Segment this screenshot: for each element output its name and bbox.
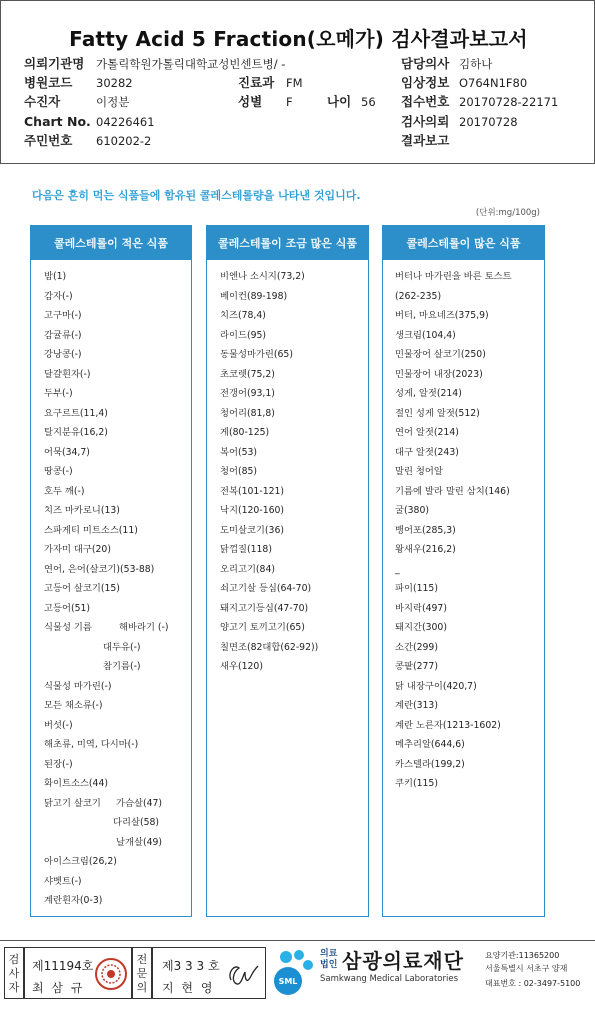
food-item: 칠면조(82대합(62-92)) <box>220 641 319 653</box>
inspector-license: 제11194호 <box>32 959 94 973</box>
food-item: 굴(380) <box>395 505 429 516</box>
food-item: 소간(299) <box>395 641 438 653</box>
food-item: 새우(120) <box>220 661 263 672</box>
food-sub-item: 날개살(49) <box>116 836 163 848</box>
food-item: 성게, 알젓(214) <box>395 388 462 399</box>
column-high-cholesterol <box>382 225 545 917</box>
report-header <box>0 0 595 164</box>
sex-label: 성별 <box>238 94 263 109</box>
unit-label: (단위:mg/100g) <box>475 208 540 218</box>
code-label: 병원코드 <box>24 75 73 90</box>
food-item: 메추리알(644,6) <box>395 739 465 750</box>
food-item <box>31 638 191 658</box>
food-item <box>31 657 191 677</box>
food-item: 닭 내장구이(420,7) <box>395 680 477 692</box>
specialist-license: 제3 3 3 호 <box>162 959 220 973</box>
patient-label: 수진자 <box>24 94 61 109</box>
food-item: 고등어(51) <box>44 602 91 614</box>
dept-label: 진료과 <box>238 75 275 90</box>
chart-value: 04226461 <box>96 115 155 129</box>
food-list <box>207 260 368 677</box>
food-item: 감자(-) <box>44 290 73 302</box>
food-item: 강낭콩(-) <box>44 349 82 360</box>
req-value: 20170728 <box>459 115 518 129</box>
food-item: 스파게티 미트소스(11) <box>44 524 138 536</box>
food-item: 왕새우(216,2) <box>395 544 456 555</box>
food-item: 절인 성게 알젓(512) <box>395 407 480 419</box>
food-item: 돼지고기등심(47-70) <box>220 602 309 614</box>
org-address: 서울특별시 서초구 양재 <box>485 964 568 973</box>
food-list <box>383 260 544 794</box>
food-item: 동물성마가린(65) <box>220 349 293 360</box>
food-item: 화이트소스(44) <box>44 778 108 789</box>
food-item: 대구 알젓(243) <box>395 446 459 458</box>
food-item: 생크림(104,4) <box>395 329 456 341</box>
food-item: 쇠고기살 등심(64-70) <box>220 583 312 594</box>
food-item: 땅콩(-) <box>44 466 73 477</box>
column-medium-cholesterol <box>206 225 369 917</box>
food-item: 고구마(-) <box>44 310 82 321</box>
food-item: 라이드(95) <box>220 329 267 341</box>
org-english-name: Samkwang Medical Laboratories <box>320 974 459 984</box>
report-title: Fatty Acid 5 Fraction(오메가) 검사결과보고서 <box>69 27 528 51</box>
food-sub-item: 다리살(58) <box>113 817 160 828</box>
food-item: 도미살코기(36) <box>220 524 284 536</box>
food-item: 치즈 마카로니(13) <box>44 505 120 516</box>
food-item: 밤(1) <box>44 271 67 282</box>
food-list <box>31 260 191 911</box>
food-item: 버섯(-) <box>44 719 73 731</box>
food-item: 양고기 토끼고기(65) <box>220 622 305 633</box>
food-item: 달걀흰자(-) <box>44 368 91 380</box>
food-item: 민물장어 살코기(250) <box>395 349 486 360</box>
food-item: 기름에 발라 말린 삼치(146) <box>395 485 510 497</box>
dept-value: FM <box>286 76 303 90</box>
org-type-1: 의료 <box>320 949 338 959</box>
food-item: 전복(101-121) <box>220 485 285 497</box>
food-item: 감귤류(-) <box>44 329 82 341</box>
food-item: 베이컨(89-198) <box>220 290 288 302</box>
rrn-label: 주민번호 <box>24 133 73 148</box>
food-item: 요구르트(11,4) <box>44 407 108 419</box>
org-type-2: 법인 <box>320 960 338 970</box>
org-phone: 대표번호 : 02-3497-5100 <box>485 979 581 988</box>
food-item: 닭고기 살코기 가슴살(47) <box>31 794 191 814</box>
specialist-char-1: 전 <box>136 953 148 966</box>
food-item: 오리고기(84) <box>220 563 276 575</box>
food-item: 복어(53) <box>220 446 258 458</box>
food-item: 청어리(81,8) <box>220 407 275 419</box>
food-item: 바지락(497) <box>395 602 447 614</box>
food-item: 비엔나 소시지(73,2) <box>220 271 305 282</box>
food-item: 계란흰자(0-3) <box>44 895 103 906</box>
food-sub-item: 대두유(-) <box>103 641 141 653</box>
food-item: 민물장어 내장(2023) <box>395 368 483 380</box>
doctor-label: 담당의사 <box>401 56 450 71</box>
food-sub-item: 가슴살(47) <box>116 797 163 809</box>
column-title: 콜레스테롤이 많은 식품 <box>383 226 544 260</box>
food-item: 호두 깨(-) <box>44 485 85 497</box>
food-item: _ <box>395 563 400 575</box>
inst-label: 의뢰기관명 <box>24 56 85 71</box>
inspector-char-3: 자 <box>8 981 20 994</box>
specialist-box <box>152 947 266 999</box>
food-item: 식물성 기름 해바라기 (-) <box>31 618 191 638</box>
specialist-char-2: 문 <box>136 967 148 980</box>
clin-label: 임상정보 <box>401 75 450 90</box>
seal-stamp-icon <box>93 955 129 993</box>
food-item: 닭껍질(118) <box>220 544 272 555</box>
food-item <box>31 833 191 853</box>
column-low-cholesterol <box>30 225 192 917</box>
food-item: 치즈(78,4) <box>220 310 266 321</box>
intro-text: 다음은 흔히 먹는 식품들에 함유된 콜레스테롤량을 나타낸 것입니다. <box>32 189 361 202</box>
food-item: 버터, 마요네즈(375,9) <box>395 310 489 321</box>
signature-icon <box>223 958 261 992</box>
rrn-value: 610202-2 <box>96 134 152 148</box>
chart-label: Chart No. <box>24 114 91 129</box>
sex-value: F <box>286 95 293 109</box>
food-item: 식물성 마가린(-) <box>44 680 112 692</box>
food-item: 카스텔라(199,2) <box>395 758 465 770</box>
food-item: 고등어 살코기(15) <box>44 583 120 594</box>
food-item: 된장(-) <box>44 758 73 770</box>
food-item: 어묵(34,7) <box>44 446 90 458</box>
food-item: 연어 알젓(214) <box>395 427 459 438</box>
food-item: 버터나 마가린을 바른 토스트 <box>395 271 512 282</box>
food-item: 돼지간(300) <box>395 622 447 633</box>
column-title: 콜레스테롤이 조금 많은 식품 <box>207 226 368 260</box>
food-item: 말린 청어알 <box>395 466 443 477</box>
food-item: 아이스크림(26,2) <box>44 856 117 867</box>
recv-label: 접수번호 <box>401 94 450 109</box>
food-item: 두부(-) <box>44 388 73 399</box>
food-item: 낙지(120-160) <box>220 505 285 516</box>
inspector-char-1: 검 <box>8 953 20 966</box>
sml-logo-icon <box>272 949 316 999</box>
inspector-name: 최 삼 규 <box>32 981 85 995</box>
food-item: 초코렛(75,2) <box>220 368 275 380</box>
report-footer <box>0 940 595 1009</box>
food-item: 해초류, 미역, 다시마(-) <box>44 739 139 750</box>
patient-value: 이정분 <box>96 95 130 109</box>
food-item: (262-235) <box>395 290 442 302</box>
food-item: 게(80-125) <box>220 427 270 438</box>
food-item: 뱅어포(285,3) <box>395 524 456 536</box>
food-item: 콩팥(277) <box>395 661 438 672</box>
food-sub-item: 해바라기 (-) <box>119 622 169 633</box>
food-item: 청어(85) <box>220 466 258 477</box>
column-title: 콜레스테롤이 적은 식품 <box>31 226 191 260</box>
code-value: 30282 <box>96 76 133 90</box>
specialist-tag <box>132 947 152 999</box>
food-item: 모든 채소류(-) <box>44 700 103 711</box>
food-item: 파이(115) <box>395 583 438 594</box>
inst-value: 가톨릭학원가톨릭대학교성빈센트병/ - <box>96 57 286 71</box>
food-item: 샤벳트(-) <box>44 875 82 887</box>
food-item: 전갱어(93,1) <box>220 388 275 399</box>
inspector-char-2: 사 <box>8 967 20 980</box>
food-item: 계란(313) <box>395 700 438 711</box>
inspector-tag <box>4 947 24 999</box>
org-name: 삼광의료재단 <box>342 949 464 973</box>
food-item: 탈지분유(16,2) <box>44 427 108 438</box>
inspector-box <box>24 947 132 999</box>
food-sub-item: 참기름(-) <box>103 661 141 672</box>
specialist-name: 지 현 영 <box>162 981 215 995</box>
clin-value: O764N1F80 <box>459 76 528 90</box>
logo-badge-text: SML <box>278 977 298 986</box>
food-item: 계란 노른자(1213-1602) <box>395 719 501 731</box>
age-label: 나이 <box>327 94 352 109</box>
institution-number: 요양기관:11365200 <box>485 951 560 960</box>
recv-value: 20170728-22171 <box>459 95 559 109</box>
specialist-char-3: 의 <box>136 981 148 994</box>
food-item <box>31 813 191 833</box>
req-label: 검사의뢰 <box>401 114 450 129</box>
food-item: 가자미 대구(20) <box>44 544 111 555</box>
food-item: 쿠키(115) <box>395 778 438 789</box>
age-value: 56 <box>361 95 376 109</box>
doctor-value: 김하나 <box>459 57 493 71</box>
report-label: 결과보고 <box>401 133 450 148</box>
food-item: 연어, 은어(살코기)(53-88) <box>44 563 155 575</box>
